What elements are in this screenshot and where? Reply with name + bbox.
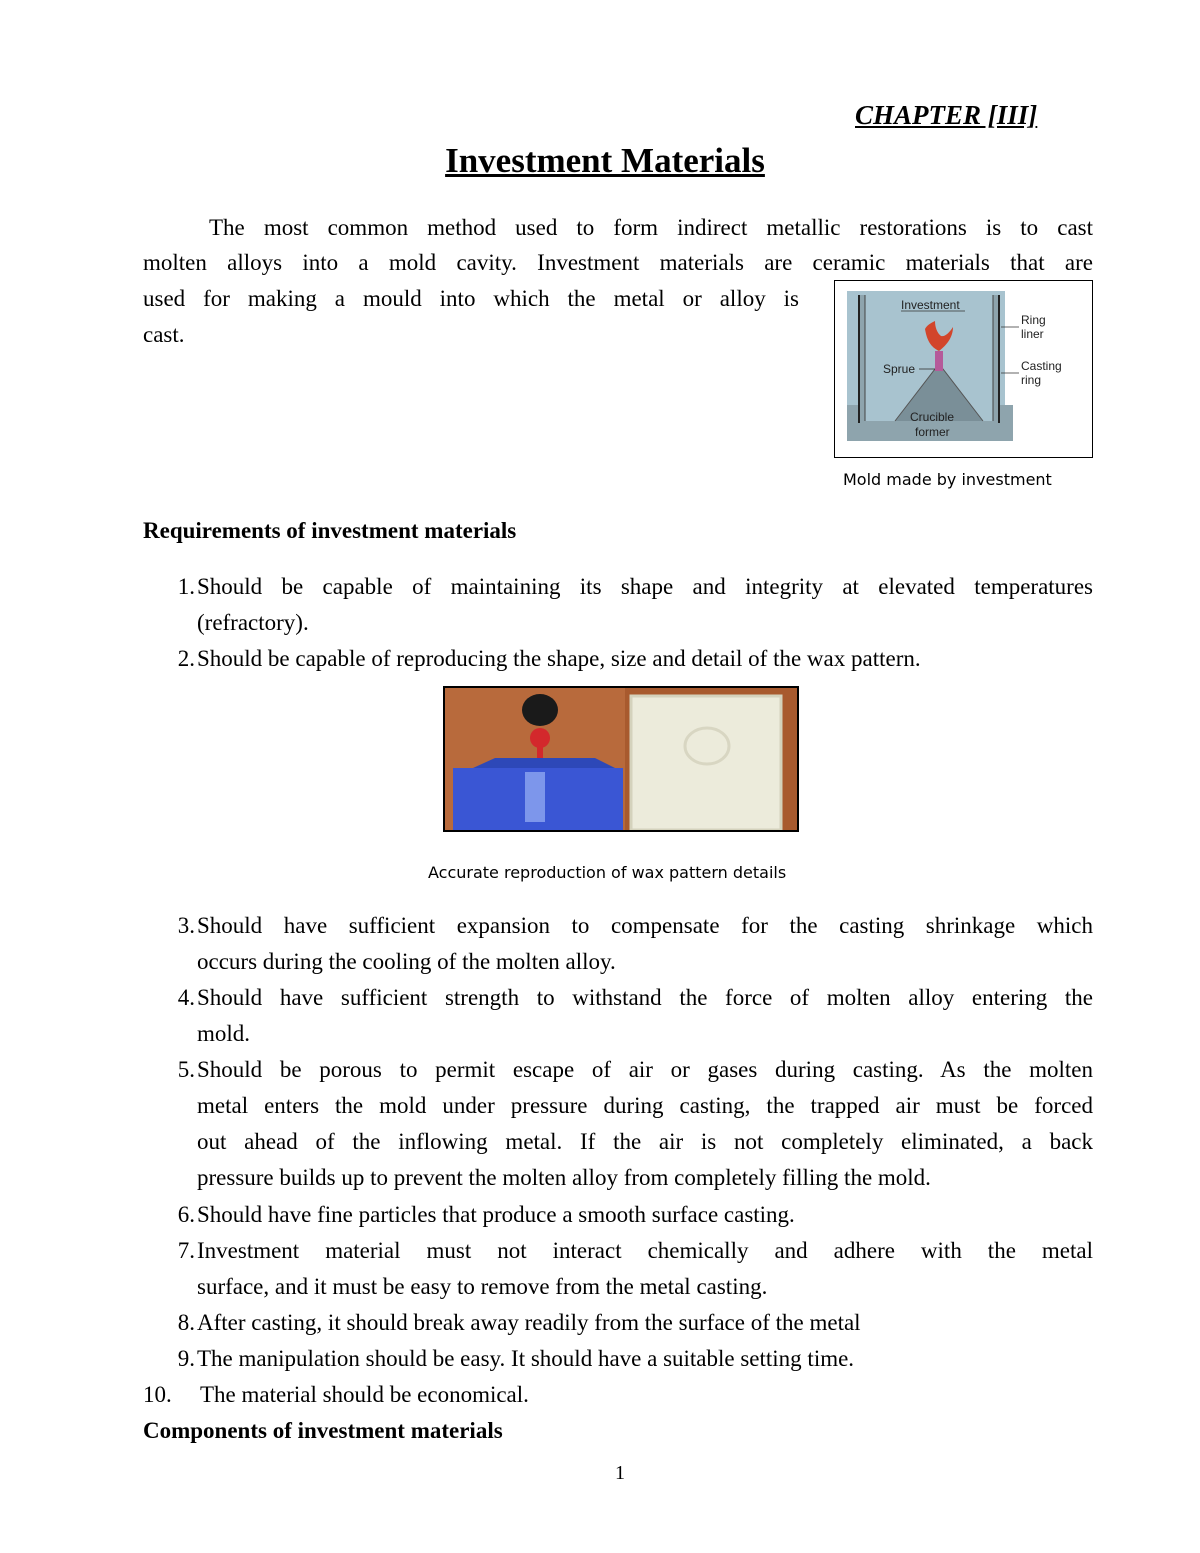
label-investment: Investment: [901, 298, 960, 312]
requirements-heading: Requirements of investment materials: [143, 518, 517, 543]
list-item-line: The material should be economical.: [200, 1382, 529, 1407]
list-item-line: Investment material must not interact chemically and adhere with the metal: [197, 1238, 1093, 1263]
label-casting-ring-1: Casting: [1021, 359, 1062, 373]
list-item-line: The manipulation should be easy. It should have a suitable setting time.: [197, 1346, 855, 1371]
list-item-line: pressure builds up to prevent the molten alloy from completely filling the mold.: [197, 1165, 931, 1190]
wax-pattern-photo-art: [445, 688, 797, 830]
mold-diagram: [835, 281, 1092, 457]
label-crucible-former-2: former: [915, 425, 950, 439]
list-number: 4.: [177, 985, 195, 1010]
list-item-line: metal enters the mold under pressure during casting, the trapped air must be forced: [197, 1093, 1093, 1118]
list-item-line: surface, and it must be easy to remove from the metal casting.: [197, 1274, 768, 1299]
list-item-line: Should be capable of maintaining its shape and integrity at elevated temperatures: [197, 574, 1093, 599]
list-number: 10.: [143, 1382, 172, 1407]
label-ring-liner-1: Ring: [1021, 313, 1046, 327]
list-item-line: out ahead of the inflowing metal. If the air is not completely eliminated, a back: [197, 1129, 1093, 1154]
list-item-line: Should be capable of reproducing the shape, size and detail of the wax pattern.: [197, 646, 921, 671]
list-number: 2.: [177, 646, 195, 671]
list-number: 3.: [177, 913, 195, 938]
page-title: Investment Materials: [445, 141, 765, 180]
list-number: 5.: [177, 1057, 195, 1082]
figure-1-caption: Mold made by investment: [843, 470, 1052, 489]
list-item-line: Should have sufficient strength to withstand the force of molten alloy entering the: [197, 985, 1093, 1010]
label-crucible-former-1: Crucible: [910, 410, 955, 424]
components-heading: Components of investment materials: [143, 1418, 503, 1443]
label-sprue: Sprue: [883, 362, 916, 376]
intro-line-2: molten alloys into a mold cavity. Investment materials are ceramic materials that are: [143, 250, 1093, 275]
mold-diagram-figure: [834, 280, 1093, 458]
list-item-line: occurs during the cooling of the molten alloy.: [197, 949, 616, 974]
wax-pattern-photo: [443, 686, 799, 832]
list-number: 1.: [177, 574, 195, 599]
list-number: 8.: [177, 1310, 195, 1335]
list-number: 6.: [177, 1202, 195, 1227]
label-casting-ring-2: ring: [1021, 373, 1042, 387]
label-ring-liner-2: liner: [1021, 327, 1044, 341]
list-item-line: Should have sufficient expansion to compensate for the casting shrinkage which: [197, 913, 1093, 938]
list-number: 9.: [177, 1346, 195, 1371]
page-number: 1: [615, 1462, 625, 1484]
intro-line-1: The most common method used to form indirect metallic restorations is to cast: [209, 215, 1093, 240]
list-item-line: (refractory).: [197, 610, 309, 635]
intro-line-3: used for making a mould into which the metal or alloy is: [143, 286, 799, 311]
figure-2-caption: Accurate reproduction of wax pattern details: [428, 863, 787, 882]
intro-line-4: cast.: [143, 322, 185, 347]
list-item-line: Should have fine particles that produce a smooth surface casting.: [197, 1202, 795, 1227]
list-number: 7.: [177, 1238, 195, 1263]
list-item-line: mold.: [197, 1021, 251, 1046]
chapter-label: CHAPTER [III]: [855, 100, 1038, 130]
list-item-line: After casting, it should break away readily from the surface of the metal: [197, 1310, 861, 1335]
list-item-line: Should be porous to permit escape of air or gases during casting. As the molten: [197, 1057, 1093, 1082]
